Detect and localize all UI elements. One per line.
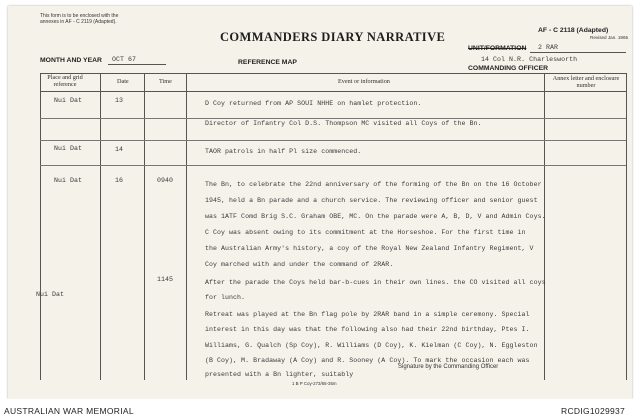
- entry-line-4a: After the parade the Coys held bar-b-cues in their own lines. the CO visited all coys: [205, 279, 546, 286]
- col-divider-date: [144, 73, 145, 380]
- entry-line-3c: was 1ATF Comd Brig S.C. Graham OBE, MC. On the parade were A, B, D, V and Admin Coys.: [205, 213, 546, 220]
- commanding-officer-label: COMMANDING OFFICER: [468, 65, 549, 72]
- entry-time-4: 1145: [157, 276, 174, 283]
- entry-date-3: 16: [115, 177, 124, 184]
- col-header-place-1: Place and grid reference: [47, 74, 83, 88]
- row-sep-2: [40, 140, 626, 141]
- entry-place-3: Nui Dat: [54, 177, 83, 184]
- entry-date-2: 14: [115, 146, 124, 153]
- col-header-annex: Annex letter and enclosure number: [552, 75, 620, 89]
- signature-note: Signature by the Commanding Officer: [398, 364, 499, 370]
- row-sep-3: [40, 165, 626, 166]
- col-divider-place: [100, 73, 101, 380]
- table-header-border: [40, 91, 626, 92]
- page-title: COMMANDERS DIARY NARRATIVE: [220, 30, 446, 44]
- form-note-line2: annexes in AF - C 2119 (Adapted).: [40, 19, 117, 25]
- entry-time-3: 0940: [157, 177, 174, 184]
- col-header-time: Time: [159, 78, 172, 85]
- form-code: AF - C 2118 (Adapted): [538, 27, 609, 34]
- entry-line-5c: Williams, G. Qualch (Sp Coy), R. Williams (D Coy), K. Kielman (C Coy), N. Eggleston: [205, 342, 538, 349]
- reference-map-label: REFERENCE MAP: [238, 59, 297, 66]
- print-code: 1 B P Coy-273/65-35m: [292, 381, 337, 386]
- unit-value: 2 RAR: [538, 44, 559, 51]
- month-year-underline: [108, 64, 166, 65]
- footer-institution: AUSTRALIAN WAR MEMORIAL: [4, 406, 134, 416]
- entry-line-1a: D Coy returned from AP SOUI NHHE on hamlet protection.: [205, 100, 422, 107]
- entry-line-5b: interest in this day was that the following also had their 22nd birthday, Ptes I.: [205, 326, 530, 333]
- col-divider-time: [186, 73, 187, 380]
- entry-date-1: 13: [115, 97, 124, 104]
- table-left-border: [40, 73, 41, 380]
- entry-line-5a: Retreat was played at the Bn flag pole by 2RAR band in a simple ceremony. Special: [205, 311, 530, 318]
- month-year-label: MONTH AND YEAR: [40, 57, 102, 64]
- unit-underline: [530, 52, 626, 53]
- commanding-officer-value: 14 Col N.R. Charlesworth: [481, 56, 578, 63]
- revised-date: Revised Jan. 1965: [590, 35, 629, 40]
- entry-place-2: Nui Dat: [54, 145, 83, 152]
- unit-formation-label: UNIT/FORMATION: [468, 45, 527, 52]
- entry-line-3a: The Bn, to celebrate the 22nd anniversary of the forming of the Bn on the 16 October: [205, 181, 542, 188]
- footer-record-id: RCDIG1029937: [561, 406, 626, 416]
- entry-line-3d: C Coy was absent owing to its commitment at the Horseshoe. For the first time in: [205, 229, 526, 236]
- entry-line-4b: for lunch.: [205, 294, 246, 301]
- month-year-value: OCT 67: [112, 56, 137, 63]
- entry-place-4: Nui Dat: [36, 291, 65, 298]
- entry-line-5e: presented with a Bn lighter, suitably: [205, 371, 354, 378]
- table-right-border: [626, 73, 627, 380]
- col-header-date: Date: [117, 78, 129, 85]
- entry-line-3e: the Australian Army's history, a coy of the Royal New Zealand Infantry Regiment, V: [205, 245, 534, 252]
- entry-line-3f: Coy marched with and under the command of 2RAR.: [205, 261, 394, 268]
- table-top-border: [40, 73, 626, 74]
- entry-line-1b: Director of Infantry Col D.S. Thompson MC visited all Coys of the Bn.: [205, 120, 482, 127]
- form-note-line1: This form is to be enclosed with the: [40, 13, 119, 19]
- entry-line-3b: 1945, held a Bn parade and a church service. The reviewing officer and senior guest: [205, 197, 538, 204]
- col-header-event: Event or information: [338, 78, 390, 85]
- row-sep-1: [40, 118, 626, 119]
- entry-place-1: Nui Dat: [54, 97, 83, 104]
- entry-line-2: TAOR patrols in half Pl size commenced.: [205, 148, 362, 155]
- col-divider-event: [544, 73, 545, 380]
- entry-line-5d: (B Coy), M. Bradaway (A Coy) and R. Sooney (A Coy). To mark the occasion each was: [205, 357, 530, 364]
